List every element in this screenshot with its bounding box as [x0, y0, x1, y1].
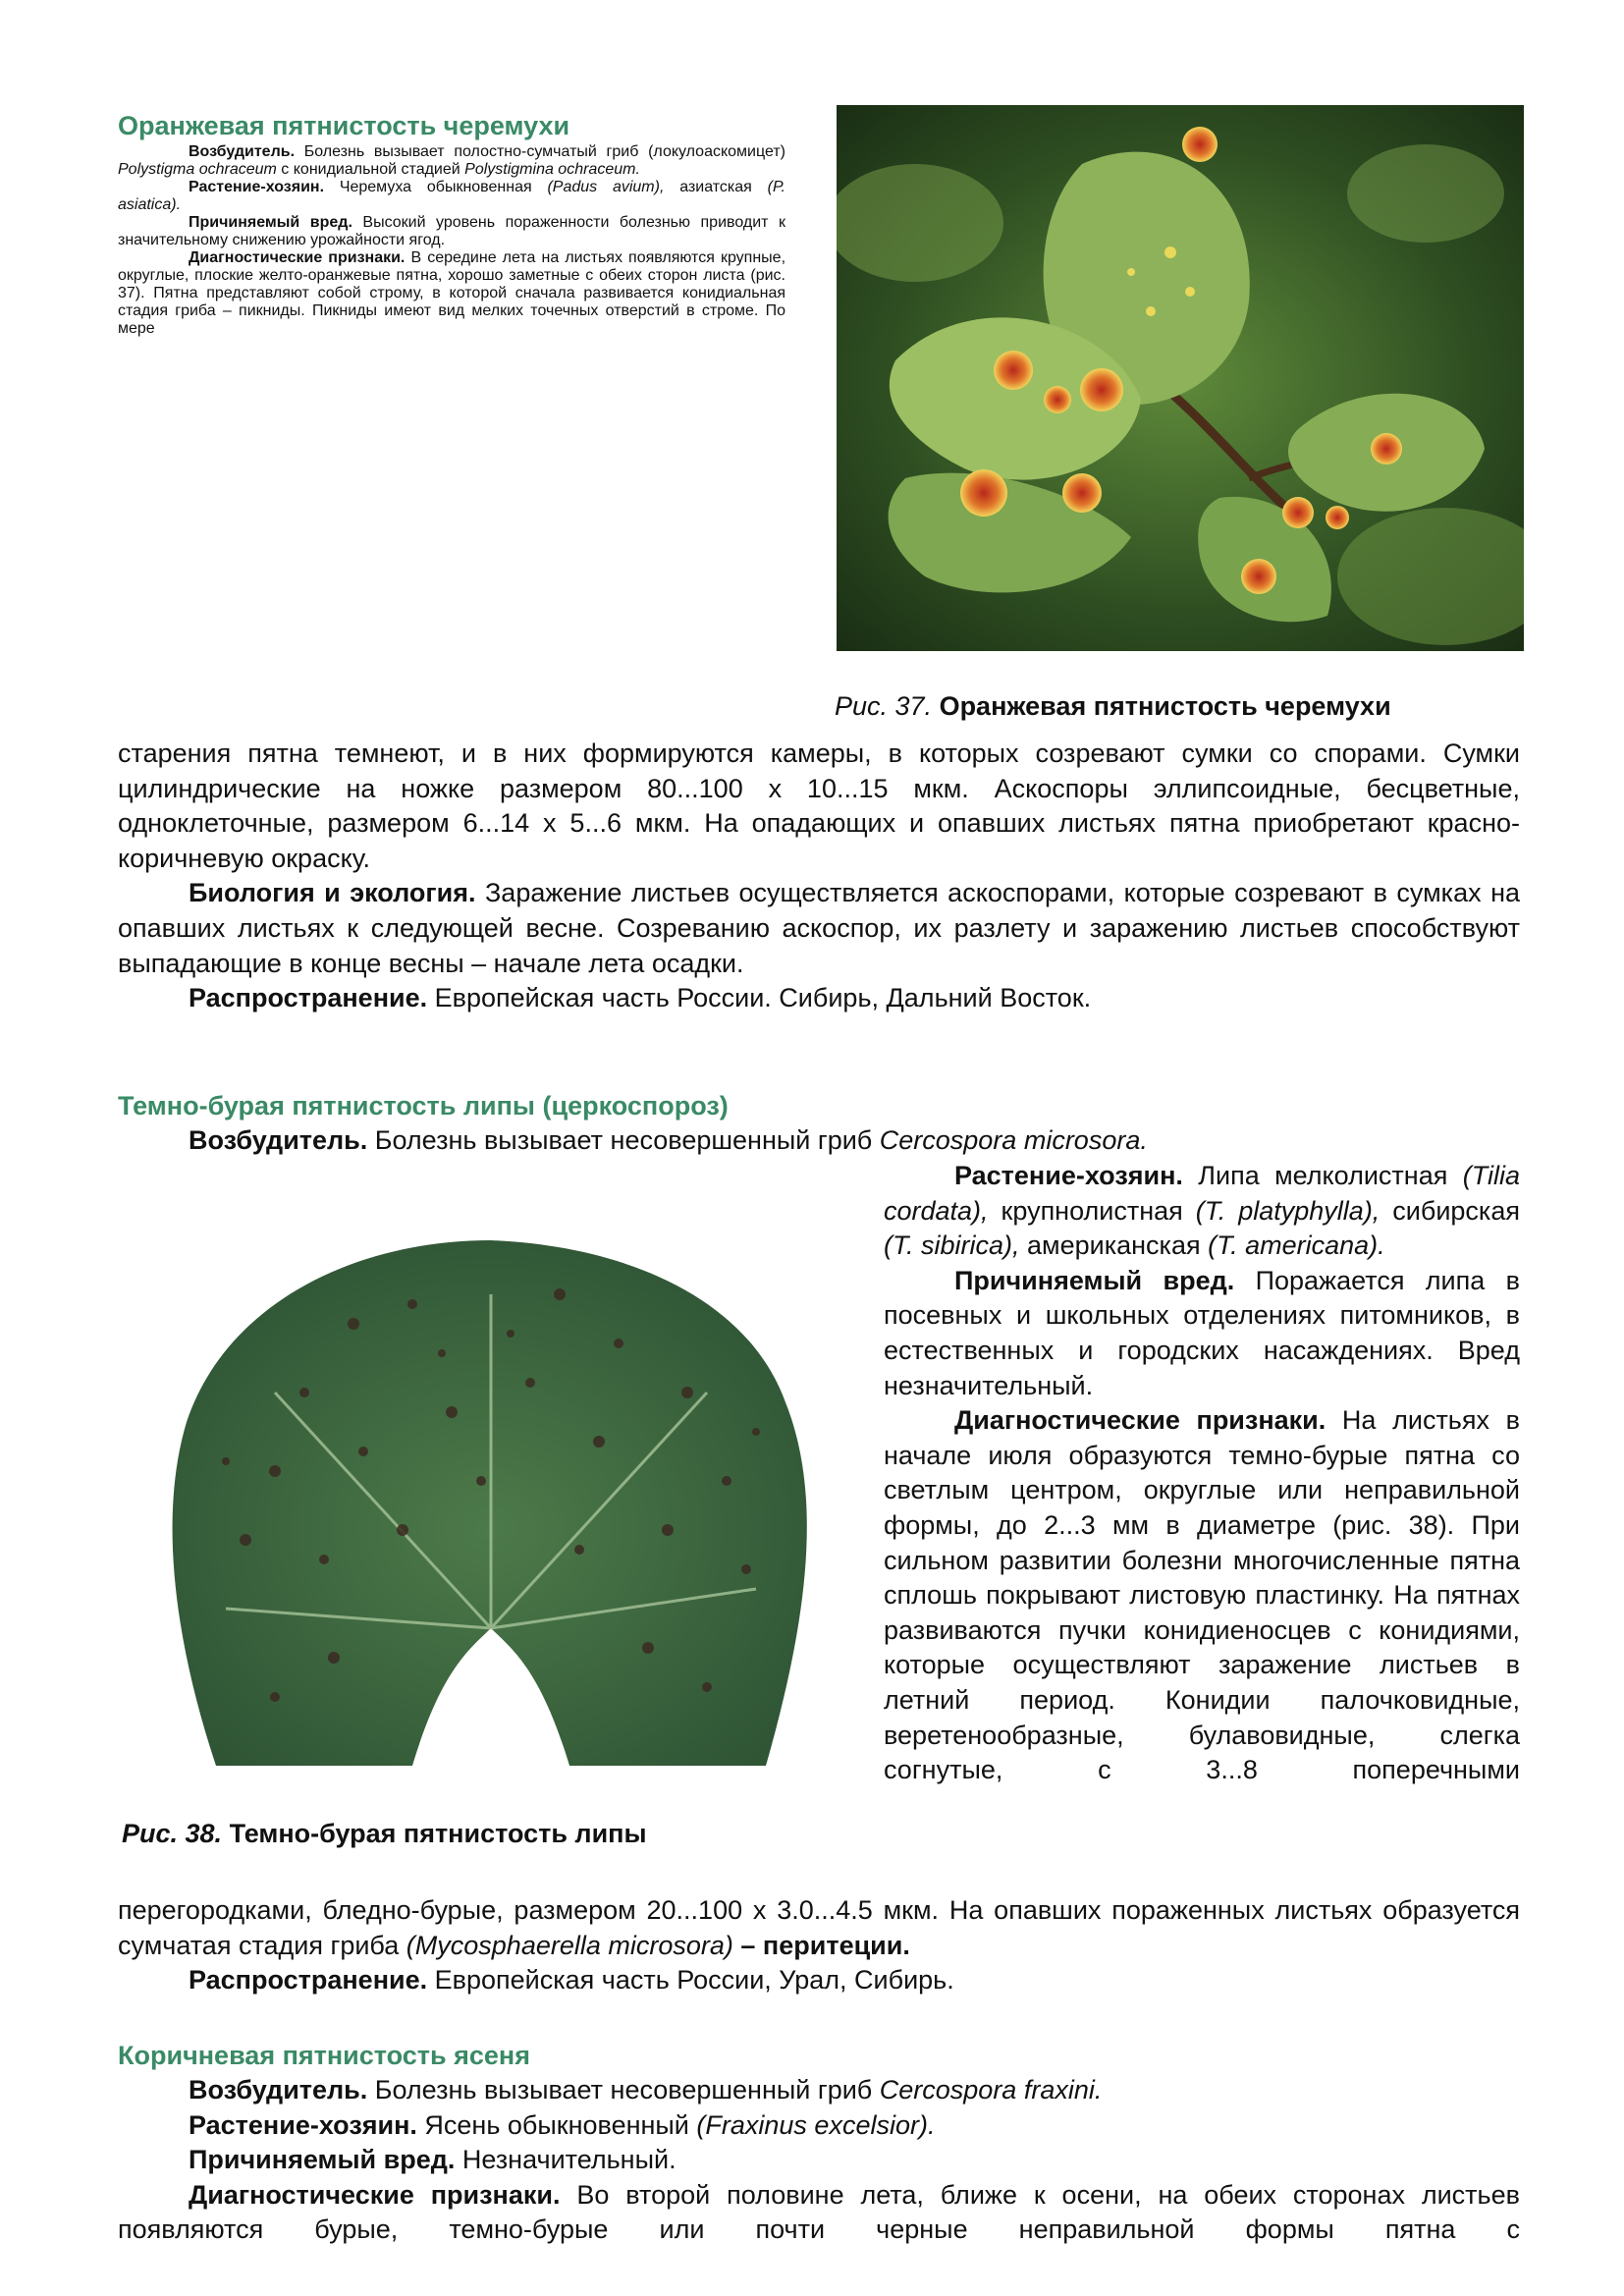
figure-38-caption: Рис. 38. Темно-бурая пятнистость липы — [122, 1819, 647, 1848]
section-linden-right — [884, 1159, 1520, 1788]
paragraph-diagnosis-cont: старения пятна темнеют, и в них формируются камеры, в которых созревают сумки со спорами. Сумки цилиндрические на ножке размером 80...100 х 10...15 мкм. Аскоспоры эллипсоидные, бесцветные, одноклеточные, размером 6...14 х 5...6 мкм. На опадающих и опавших листьях пятна приобретают красно-коричневую окраску. — [118, 738, 1520, 873]
paragraph-host: Растение-хозяин. Липа мелколистная (Tilia cordata), крупнолистная (T. platyphylla), сибирская (T. sibirica), американская (T. americana). — [884, 1161, 1520, 1261]
paragraph-pathogen: Возбудитель. Болезнь вызывает полостно-сумчатый гриб (локулоаскомицет) Polystigma ochraceum с конидиальной стадией Polystigmina ochraceum. — [118, 143, 785, 178]
paragraph-harm: Причиняемый вред. Поражается липа в посевных и школьных отделениях питомников, в естественных и городских насаждениях. Вред незначительный. — [884, 1265, 1520, 1400]
paragraph-diagnosis: Диагностические признаки. На листьях в начале июля образуются темно-бурые пятна со светлым центром, округлые или неправильной формы, до 2...3 мм в диаметре (рис. 38). При сильном развитии болезни многочисленные пятна сплошь покрывают листовую пластинку. На пятнах развиваются пучки конидиеносцев с конидиями, которые осуществляют заражение листьев в летний период. Конидии палочковидные, веретенообразные, булавовидные, слегка согнутые, с 3...8 поперечными — [884, 1405, 1520, 1785]
paragraph-diagnosis: Диагностические признаки. Во второй половине лета, ближе к осени, на обеих сторонах листьев появляются бурые, темно-бурые или почти черные неправильной формы пятна с — [118, 2179, 1520, 2245]
paragraph-distribution: Распространение. Европейская часть России. Сибирь, Дальний Восток. — [189, 983, 1092, 1013]
paragraph-diagnosis-cont: перегородками, бледно-бурые, размером 20...100 х 3.0...4.5 мкм. На опавших пораженных листьях образуется сумчатая стадия гриба (Mycosphaerella microsora) – перитеции. — [118, 1895, 1520, 1960]
paragraph-biology: Биология и экология. Заражение листьев осуществляется аскоспорами, которые созревают в сумках на опавших листьях к следующей весне. Созреванию аскоспор, их разлету и заражению листьев способствуют выпадающие в конце весны – начале лета осадки. — [118, 878, 1520, 978]
figure-37-photo — [837, 105, 1524, 651]
paragraph-host: Растение-хозяин. Ясень обыкновенный (Fraxinus excelsior). — [189, 2109, 936, 2140]
figure-38-photo — [157, 1235, 825, 1766]
paragraph-distribution: Распространение. Европейская часть России, Урал, Сибирь. — [189, 1965, 954, 1995]
paragraph-host: Растение-хозяин. Черемуха обыкновенная (Padus avium), азиатская (P. asiatica). — [118, 179, 785, 213]
section-heading: Темно-бурая пятнистость липы (церкоспороз) — [118, 1091, 729, 1121]
figure-37-caption: Рис. 37. Оранжевая пятнистость черемухи — [835, 691, 1391, 721]
section-heading: Оранжевая пятнистость черемухи — [118, 111, 570, 140]
section-heading: Коричневая пятнистость ясеня — [118, 2041, 530, 2070]
paragraph-harm: Причиняемый вред. Незначительный. — [189, 2145, 677, 2175]
section-linden-cont — [118, 1893, 1520, 1998]
paragraph-pathogen: Возбудитель. Болезнь вызывает несовершенный гриб Cercospora fraxini. — [189, 2075, 1103, 2105]
cherry-leaves-image — [837, 105, 1524, 651]
section-ash — [118, 2038, 1520, 2248]
linden-leaf-image — [157, 1235, 825, 1766]
section-cherry-cont — [118, 737, 1520, 1016]
section-linden — [118, 1088, 1520, 1159]
section-cherry — [118, 108, 785, 338]
paragraph-pathogen: Возбудитель. Болезнь вызывает несовершенный гриб Cercospora microsora. — [189, 1125, 1148, 1155]
paragraph-diagnosis: Диагностические признаки. В середине лета на листьях появляются крупные, округлые, плоские желто-оранжевые пятна, хорошо заметные с обеих сторон листа (рис. 37). Пятна представляют собой строму, в которой сначала развивается конидиальная стадия гриба – пикниды. Пикниды имеют вид мелких точечных отверстий в строме. По мере — [118, 249, 786, 337]
paragraph-harm: Причиняемый вред. Высокий уровень пораженности болезнью приводит к значительному снижению урожайности ягод. — [118, 214, 786, 248]
